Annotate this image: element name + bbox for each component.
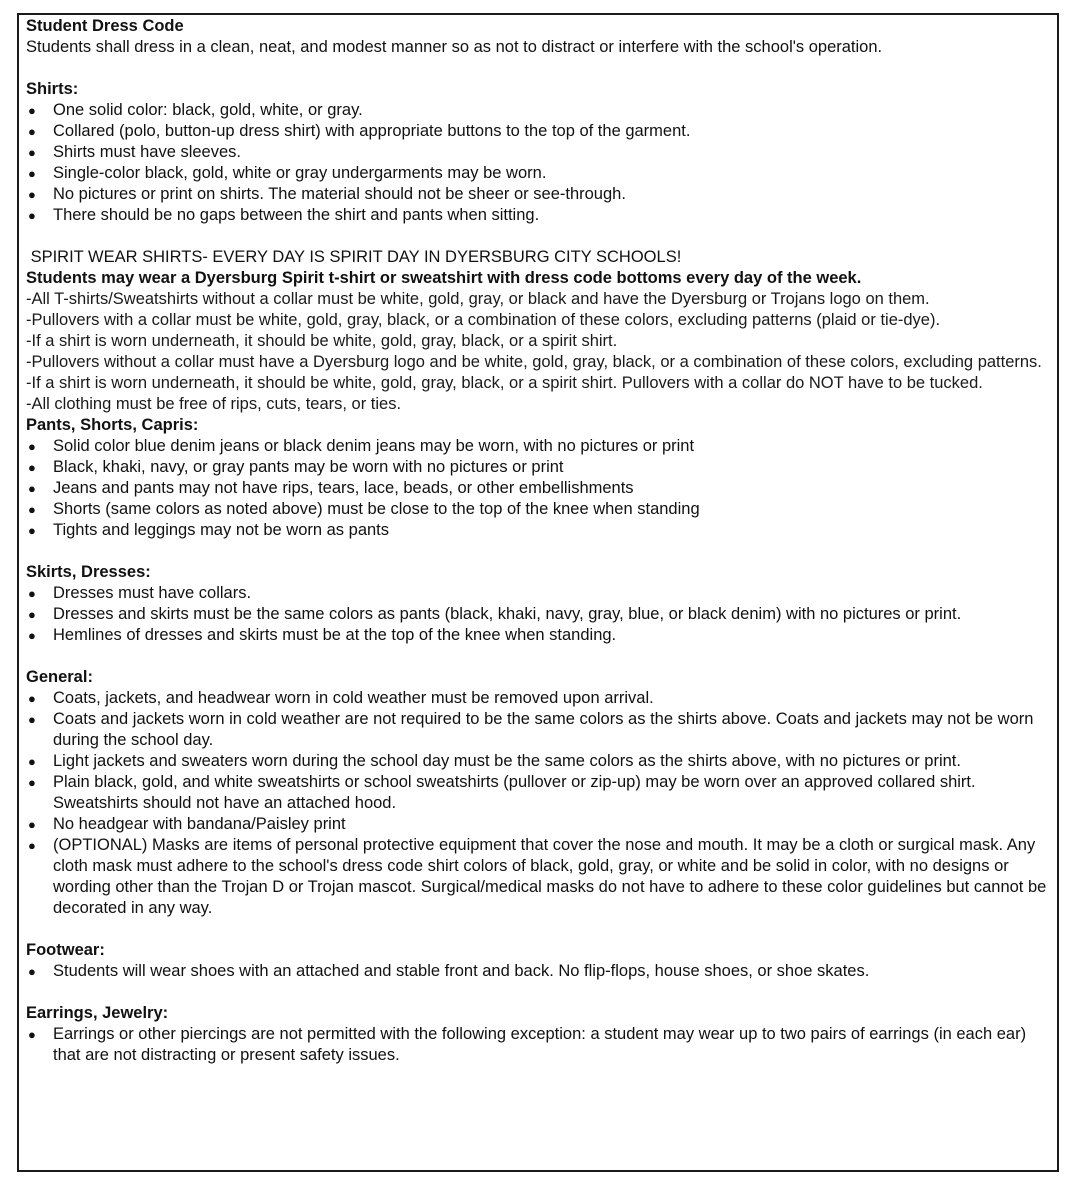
bullet-icon: ●: [28, 460, 36, 475]
document-body: [26, 16, 1056, 1066]
bullet-icon: ●: [28, 607, 36, 622]
bullet-icon: ●: [28, 502, 36, 517]
general-list: [26, 688, 1056, 919]
list-item: ● Jeans and pants may not have rips, tears, lace, beads, or other embellishments: [28, 479, 634, 497]
list-item: ● (OPTIONAL) Masks are items of personal protective equipment that cover the nose and mouth. It may be a cloth or surgical mask. Any cloth mask must adhere to the school's dress code shirt colors of black, gold, gray, or white and be solid in color, with no designs or wording other than the Trojan D or Trojan mascot. Surgical/medical masks do not have to adhere to these color guidelines but cannot be decorated in any way.: [28, 836, 1047, 917]
list-item: ● Coats, jackets, and headwear worn in cold weather must be removed upon arrival.: [28, 689, 654, 707]
list-item: ● Dresses and skirts must be the same colors as pants (black, khaki, navy, gray, blue, or black denim) with no pictures or print.: [28, 605, 962, 623]
spirit-wear-rule: -All T-shirts/Sweatshirts without a collar must be white, gold, gray, or black and have the Dyersburg or Trojans logo on them.: [26, 290, 930, 308]
bullet-icon: ●: [28, 964, 36, 979]
list-item: ● There should be no gaps between the shirt and pants when sitting.: [28, 206, 540, 224]
list-item: ● Black, khaki, navy, or gray pants may be worn with no pictures or print: [28, 458, 564, 476]
list-item: ● Collared (polo, button-up dress shirt) with appropriate buttons to the top of the garment.: [28, 122, 691, 140]
bullet-icon: ●: [28, 523, 36, 538]
list-item: ● Hemlines of dresses and skirts must be at the top of the knee when standing.: [28, 626, 617, 644]
bullet-icon: ●: [28, 481, 36, 496]
bullet-icon: ●: [28, 754, 36, 769]
pants-heading: Pants, Shorts, Capris:: [26, 416, 199, 434]
bullet-icon: ●: [28, 439, 36, 454]
list-item: ● Dresses must have collars.: [28, 584, 252, 602]
bullet-icon: ●: [28, 838, 36, 853]
bullet-icon: ●: [28, 145, 36, 160]
footwear-heading: Footwear:: [26, 941, 105, 959]
list-item: ● Shirts must have sleeves.: [28, 143, 241, 161]
spirit-wear-heading: SPIRIT WEAR SHIRTS- EVERY DAY IS SPIRIT DAY IN DYERSBURG CITY SCHOOLS!: [26, 248, 682, 266]
spirit-wear-subheading: Students may wear a Dyersburg Spirit t-shirt or sweatshirt with dress code bottoms every day of the week.: [26, 269, 862, 287]
jewelry-heading: Earrings, Jewelry:: [26, 1004, 169, 1022]
general-heading: General:: [26, 668, 93, 686]
shirts-heading: Shirts:: [26, 80, 79, 98]
list-item: ● Light jackets and sweaters worn during the school day must be the same colors as the shirts above, with no pictures or print.: [28, 752, 961, 770]
list-item: ● Earrings or other piercings are not permitted with the following exception: a student may wear up to two pairs of earrings (in each ear) that are not distracting or present safety issues.: [28, 1025, 1027, 1064]
list-item: ● No headgear with bandana/Paisley print: [28, 815, 346, 833]
pants-list: [26, 436, 1056, 541]
bullet-icon: ●: [28, 691, 36, 706]
list-item: ● Tights and leggings may not be worn as pants: [28, 521, 390, 539]
list-item: ● Students will wear shoes with an attached and stable front and back. No flip-flops, house shoes, or shoe skates.: [28, 962, 870, 980]
jewelry-list: [26, 1024, 1056, 1066]
intro-paragraph: Students shall dress in a clean, neat, and modest manner so as not to distract or interfere with the school's operation.: [26, 38, 883, 56]
skirts-list: [26, 583, 1056, 646]
list-item: ● Plain black, gold, and white sweatshirts or school sweatshirts (pullover or zip-up) may be worn over an approved collared shirt. Sweatshirts should not have an attached hood.: [28, 773, 976, 812]
bullet-icon: ●: [28, 775, 36, 790]
list-item: ● Shorts (same colors as noted above) must be close to the top of the knee when standing: [28, 500, 700, 518]
bullet-icon: ●: [28, 103, 36, 118]
bullet-icon: ●: [28, 208, 36, 223]
bullet-icon: ●: [28, 586, 36, 601]
list-item: ● No pictures or print on shirts. The material should not be sheer or see-through.: [28, 185, 626, 203]
bullet-icon: ●: [28, 166, 36, 181]
spirit-wear-rule: -If a shirt is worn underneath, it should be white, gold, gray, black, or a spirit shirt.: [26, 332, 618, 350]
shirts-list: [26, 100, 1056, 226]
skirts-heading: Skirts, Dresses:: [26, 563, 151, 581]
list-item: ● Solid color blue denim jeans or black denim jeans may be worn, with no pictures or print: [28, 437, 695, 455]
spirit-wear-rule: -All clothing must be free of rips, cuts, tears, or ties.: [26, 395, 402, 413]
list-item: ● Single-color black, gold, white or gray undergarments may be worn.: [28, 164, 547, 182]
document-title: Student Dress Code: [26, 17, 184, 35]
spirit-wear-rule: -Pullovers with a collar must be white, gold, gray, black, or a combination of these colors, excluding patterns (plaid or tie-dye).: [26, 311, 941, 329]
bullet-icon: ●: [28, 1027, 36, 1042]
spirit-wear-rule: -Pullovers without a collar must have a Dyersburg logo and be white, gold, gray, black, or a combination of these colors, excluding patterns.: [26, 353, 1042, 371]
bullet-icon: ●: [28, 817, 36, 832]
bullet-icon: ●: [28, 628, 36, 643]
footwear-list: [26, 961, 1056, 982]
bullet-icon: ●: [28, 712, 36, 727]
spirit-wear-rule: -If a shirt is worn underneath, it should be white, gold, gray, black, or a spirit shirt. Pullovers with a collar do NOT have to be tucked.: [26, 374, 983, 392]
list-item: ● Coats and jackets worn in cold weather are not required to be the same colors as the shirts above. Coats and jackets may not be worn during the school day.: [28, 710, 1034, 749]
bullet-icon: ●: [28, 187, 36, 202]
list-item: ● One solid color: black, gold, white, or gray.: [28, 101, 363, 119]
bullet-icon: ●: [28, 124, 36, 139]
